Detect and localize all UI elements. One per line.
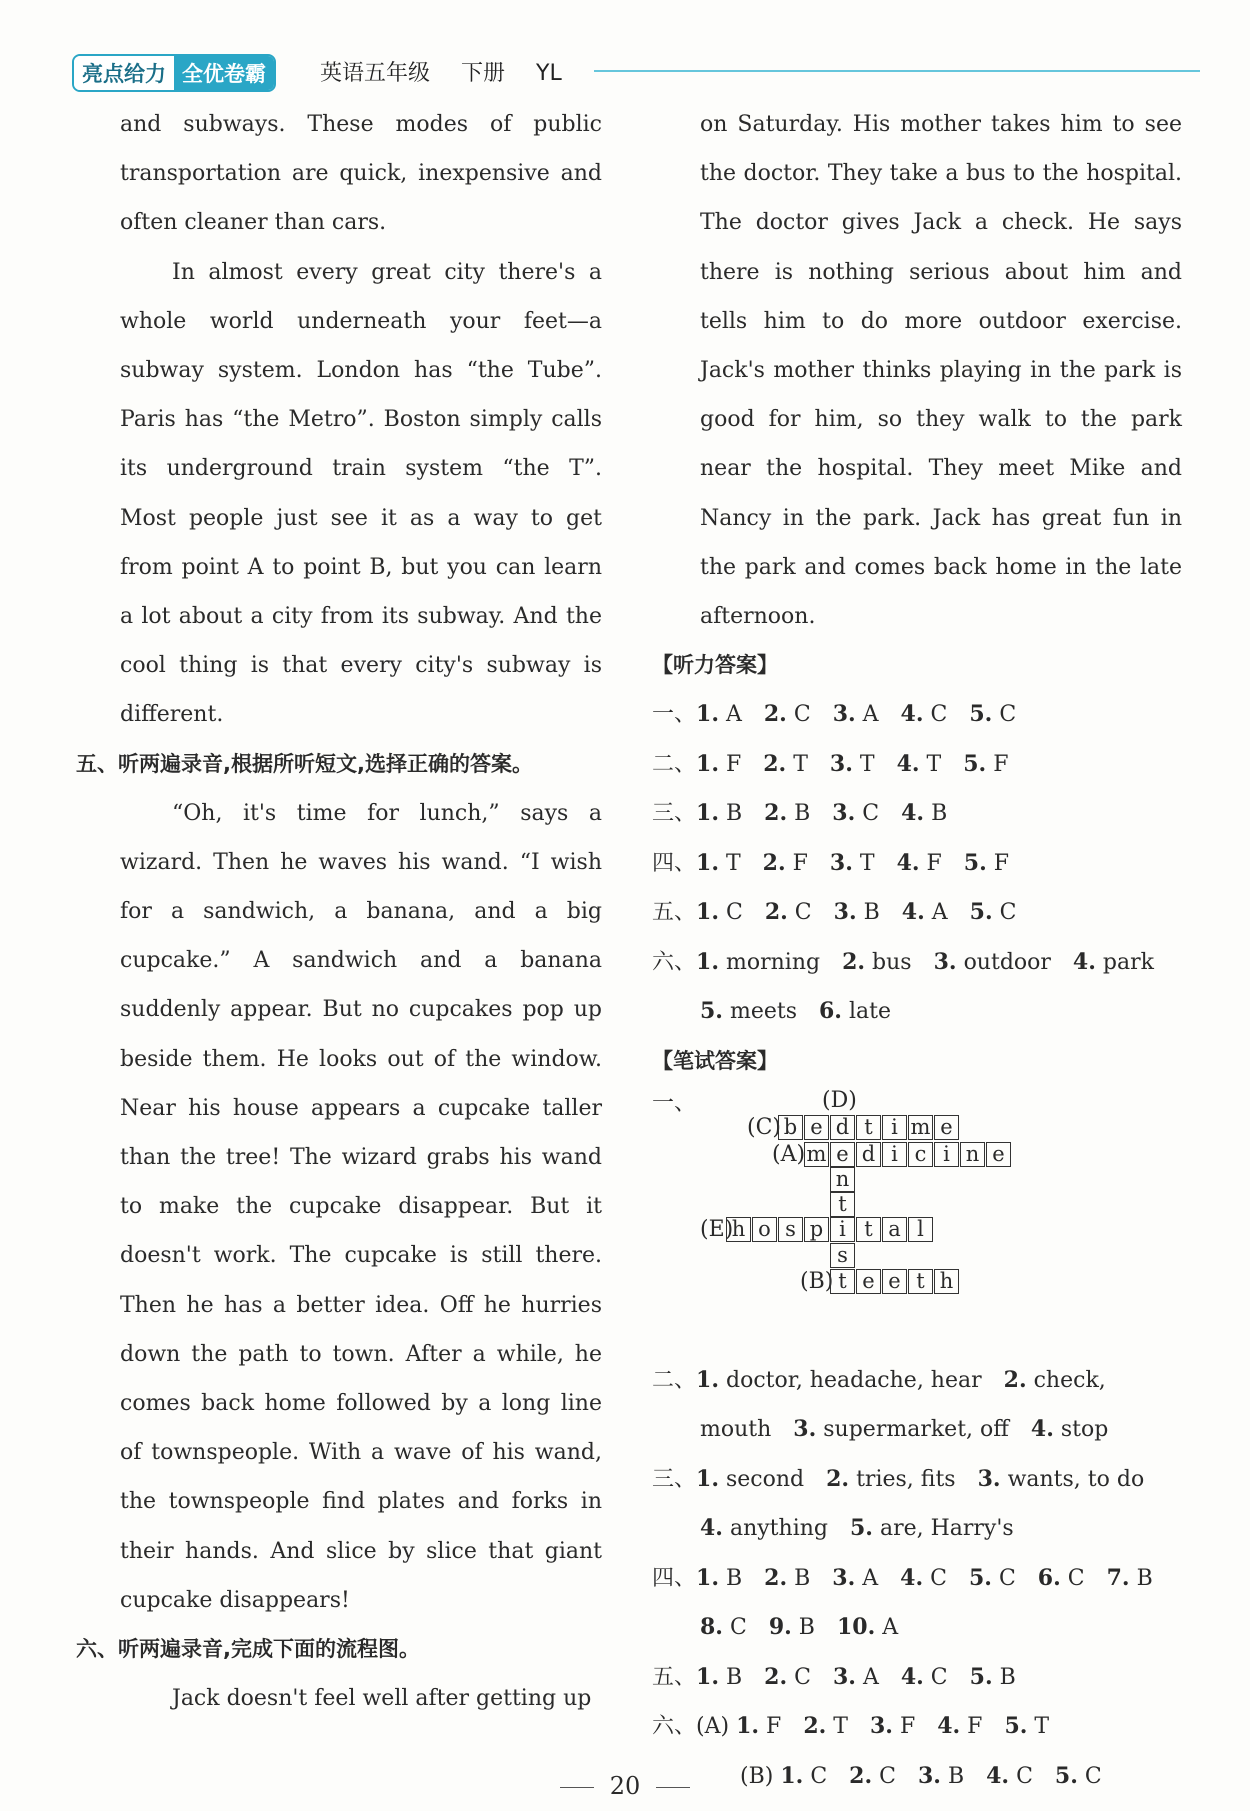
row-label: 二、 xyxy=(652,751,697,777)
answer-value: meets xyxy=(729,999,797,1025)
row-label: 二、 xyxy=(652,1367,697,1393)
answer-number: 1. xyxy=(696,1663,719,1690)
answer-number: 5. xyxy=(849,1515,873,1542)
answer-number: 5. xyxy=(700,998,723,1025)
answer-value: F xyxy=(967,1714,983,1740)
crossword-cell-e: l xyxy=(908,1217,933,1242)
answer-value: F xyxy=(725,751,742,777)
answer-item xyxy=(970,1665,1016,1690)
answer-number: 6. xyxy=(819,998,842,1025)
answer-number: 5. xyxy=(1004,1713,1028,1740)
answer-item xyxy=(1073,950,1154,975)
answer-number: 4. xyxy=(986,1762,1010,1789)
answer-item xyxy=(842,950,912,975)
answer-value: C xyxy=(793,702,811,728)
answer-value: A xyxy=(862,1565,879,1591)
answer-value: B xyxy=(863,900,880,926)
answer-item xyxy=(833,702,879,727)
answer-value: are, Harry's xyxy=(879,1516,1014,1542)
answer-item xyxy=(826,1467,955,1492)
crossword-cell-c: e xyxy=(804,1115,829,1140)
answer-item xyxy=(803,1714,848,1739)
header-title xyxy=(320,56,586,87)
answer-item xyxy=(832,1566,878,1591)
crossword-cell-e: p xyxy=(804,1217,829,1242)
answer-value: C xyxy=(998,1565,1016,1591)
answer-number: 2. xyxy=(764,800,788,827)
answer-number: 2. xyxy=(1003,1366,1027,1393)
answer-item xyxy=(1004,1368,1106,1393)
listening-answer-row-6 xyxy=(652,938,1182,988)
answer-number: 3. xyxy=(869,1713,893,1740)
answer-value: T xyxy=(859,751,875,777)
answer-item xyxy=(700,1615,747,1640)
answer-number: 4. xyxy=(900,1564,924,1591)
crossword-cell-a: i xyxy=(934,1142,959,1167)
part-a-label: (A) xyxy=(696,1714,730,1740)
part-b-label: (B) xyxy=(740,1763,774,1789)
answer-value: C xyxy=(725,900,743,926)
answer-number: 2. xyxy=(842,948,866,975)
answer-item xyxy=(765,900,812,925)
answer-value: doctor, headache, hear xyxy=(725,1367,982,1393)
answer-item xyxy=(764,801,810,826)
answer-item xyxy=(700,999,797,1024)
answer-item xyxy=(897,851,942,876)
crossword-cell-c: d xyxy=(830,1115,855,1140)
answer-value: C xyxy=(1016,1763,1033,1789)
answer-number: 5. xyxy=(968,1564,992,1591)
answer-item xyxy=(769,1615,815,1640)
header-rule xyxy=(594,70,1200,72)
listening-answer-row xyxy=(652,888,1182,938)
listening-answer-row xyxy=(652,740,1182,790)
crossword-cell-d: t xyxy=(830,1192,855,1217)
answer-item xyxy=(764,702,811,727)
answer-number: 3. xyxy=(833,899,857,926)
answer-item xyxy=(696,1566,742,1591)
crossword-cell-a: d xyxy=(856,1142,881,1167)
answer-item xyxy=(764,1566,810,1591)
crossword-cell-a: c xyxy=(908,1142,933,1167)
answer-value: B xyxy=(947,1763,965,1789)
answer-item xyxy=(963,752,1008,777)
written-answer-row-3-cont xyxy=(700,1504,1182,1554)
answer-item xyxy=(834,900,880,925)
written-answer-row-4 xyxy=(652,1554,1182,1604)
row-label: 三、 xyxy=(652,1466,697,1492)
page-dash-right xyxy=(656,1787,690,1788)
answer-value: B xyxy=(931,801,948,827)
crossword-cell-c: b xyxy=(778,1115,803,1140)
crossword-cell-b: e xyxy=(882,1269,907,1294)
answer-number: 1. xyxy=(736,1713,760,1740)
answer-item xyxy=(934,950,1051,975)
answer-number: 4. xyxy=(700,1515,723,1542)
written-answer-row-2-cont xyxy=(700,1405,1182,1455)
answer-number: 1. xyxy=(696,899,719,926)
crossword-cell-a: e xyxy=(830,1142,855,1167)
answer-item xyxy=(897,752,942,777)
crossword-clue-a: (A) xyxy=(772,1141,806,1167)
answer-number: 10. xyxy=(836,1614,876,1641)
written-answer-row-3 xyxy=(652,1455,1182,1505)
answer-number: 4. xyxy=(1030,1416,1054,1443)
crossword-cell-c: e xyxy=(934,1115,959,1140)
answer-value: F xyxy=(993,850,1010,876)
answer-number: 3. xyxy=(977,1465,1001,1492)
answer-value: T xyxy=(926,751,942,777)
answer-number: 6. xyxy=(1037,1564,1061,1591)
answer-item xyxy=(833,1665,879,1690)
answer-number: 3. xyxy=(933,948,957,975)
left-column xyxy=(76,100,602,1723)
crossword-cell-b: e xyxy=(856,1269,881,1294)
answer-value: outdoor xyxy=(963,949,1051,975)
answer-item xyxy=(696,702,742,727)
answer-number: 1. xyxy=(696,1366,719,1393)
listening-answers-title: 【听力答案】 xyxy=(652,653,778,678)
answer-value: T xyxy=(725,850,741,876)
answer-number: 2. xyxy=(803,1713,827,1740)
answer-number: 1. xyxy=(696,800,719,827)
answer-number: 2. xyxy=(764,1564,788,1591)
answer-item xyxy=(937,1714,982,1739)
answer-number: 2. xyxy=(763,701,787,728)
answer-number: 1. xyxy=(696,1564,719,1591)
answer-item xyxy=(969,1566,1016,1591)
written-answer-row-4-cont xyxy=(700,1603,1182,1653)
answer-value: F xyxy=(926,850,942,876)
brand-logo xyxy=(72,54,276,92)
written-answer-row-6a xyxy=(652,1702,1182,1752)
answer-value: T xyxy=(833,1714,848,1740)
listening-answer-row xyxy=(652,789,1182,839)
answer-number: 1. xyxy=(696,1465,719,1492)
row-label: 五、 xyxy=(652,1664,697,1690)
page-number xyxy=(0,1772,1250,1800)
page-header xyxy=(72,50,1200,92)
answer-number: 1. xyxy=(780,1762,804,1789)
answer-value: F xyxy=(899,1714,916,1740)
answer-value: A xyxy=(862,702,879,728)
answer-item xyxy=(763,752,808,777)
answer-value: stop xyxy=(1060,1417,1109,1443)
answer-number: 2. xyxy=(764,1663,788,1690)
answer-item xyxy=(901,801,947,826)
answer-number: 5. xyxy=(963,849,987,876)
answer-value: mouth xyxy=(700,1417,772,1443)
answer-value: A xyxy=(725,702,742,728)
answer-value: check, xyxy=(1033,1367,1106,1393)
page-dash-left xyxy=(560,1787,594,1788)
answer-value: B xyxy=(794,1565,811,1591)
answer-value: C xyxy=(930,1565,947,1591)
answer-item xyxy=(696,1467,804,1492)
section-6-heading: 六、听两遍录音,完成下面的流程图。 xyxy=(76,1637,420,1662)
answer-number: 3. xyxy=(832,1663,856,1690)
answer-item xyxy=(1107,1566,1153,1591)
answer-value: C xyxy=(879,1763,896,1789)
answer-value: F xyxy=(993,751,1009,777)
answer-number: 4. xyxy=(896,750,920,777)
answer-item xyxy=(978,1467,1145,1492)
page-number-text: 20 xyxy=(609,1772,641,1800)
answer-number: 2. xyxy=(762,849,786,876)
answer-item xyxy=(830,752,875,777)
answer-number: 5. xyxy=(969,899,993,926)
answer-item xyxy=(696,900,743,925)
answer-number: 4. xyxy=(937,1713,961,1740)
answer-number: 4. xyxy=(1072,948,1096,975)
answer-item xyxy=(696,752,741,777)
answer-number: 8. xyxy=(700,1614,723,1641)
answer-item xyxy=(902,900,948,925)
answer-item xyxy=(763,851,808,876)
answer-value: T xyxy=(1034,1714,1050,1740)
answer-number: 3. xyxy=(829,849,853,876)
answer-value: B xyxy=(794,801,811,827)
crossword-cell-e: s xyxy=(778,1217,803,1242)
answer-item xyxy=(901,1665,948,1690)
crossword-cell-e: t xyxy=(856,1217,881,1242)
row-label: 四、 xyxy=(652,850,697,876)
answer-number: 4. xyxy=(896,849,920,876)
answer-number: 2. xyxy=(826,1465,850,1492)
paragraph-1: and subways. These modes of public transportation are quick, inexpensive and often cleaner than cars. xyxy=(120,112,602,236)
crossword-cell-d: s xyxy=(830,1243,855,1268)
answer-value: A xyxy=(882,1615,899,1641)
answer-item xyxy=(901,702,948,727)
crossword-cell-b: t xyxy=(908,1269,933,1294)
answer-item xyxy=(850,1516,1014,1541)
answer-number: 2. xyxy=(849,1762,873,1789)
row-label: 四、 xyxy=(652,1565,697,1591)
row-label: 五、 xyxy=(652,900,697,926)
answer-number: 5. xyxy=(1054,1762,1078,1789)
answer-item xyxy=(696,1368,982,1393)
answer-number: 2. xyxy=(763,750,787,777)
answer-value: A xyxy=(931,900,948,926)
answer-number: 1. xyxy=(696,849,719,876)
section-5-heading: 五、听两遍录音,根据所听短文,选择正确的答案。 xyxy=(76,751,533,776)
answer-number: 1. xyxy=(696,701,719,728)
listening-answer-row-6-cont xyxy=(700,987,1182,1037)
answer-number: 7. xyxy=(1106,1564,1130,1591)
answer-item xyxy=(696,801,742,826)
crossword-clue-d: (D) xyxy=(822,1087,857,1113)
answer-number: 5. xyxy=(969,701,993,728)
paragraph-3: “Oh, it's time for lunch,” says a wizard. Then he waves his wand. “I wish for a sandwich, a banana, and a big cupcake.” A sandwich and a banana suddenly appear. But no cupcakes pop up beside them. He looks out of the window. Near his house appears a cupcake taller than the tree! The wizard grabs his wand to make the cupcake disappear. But it doesn't work. The cupcake is still there. Then he has a better idea. Off he hurries down the path to town. After a while, he comes back home followed by a long line of townspeople. With a wave of his wand, the townspeople find plates and forks in their hands. And slice by slice that giant cupcake disappears! xyxy=(120,800,602,1613)
right-column xyxy=(652,100,1182,1801)
row-label: 一、 xyxy=(652,702,697,728)
answer-value: B xyxy=(798,1615,815,1641)
answer-value: A xyxy=(862,1664,879,1690)
answer-item xyxy=(1004,1714,1049,1739)
answer-value: T xyxy=(859,850,875,876)
crossword-cell-b: h xyxy=(934,1269,959,1294)
answer-value: F xyxy=(792,850,808,876)
paragraph-5: on Saturday. His mother takes him to see the doctor. They take a bus to the hospital. The doctor gives Jack a check. He says there is nothing serious about him and tells him to do more outdoor exercise. Jack's mother thinks playing in the park is good for him, so they walk to the park near the hospital. They meet Mike and Nancy in the park. Jack has great fun in the park and comes back home in the late afternoon. xyxy=(700,112,1182,630)
answer-value: C xyxy=(794,900,812,926)
answer-number: 4. xyxy=(901,800,925,827)
answer-item xyxy=(969,702,1016,727)
crossword-cell-c: t xyxy=(856,1115,881,1140)
answer-value: B xyxy=(725,801,743,827)
row-label: 六、 xyxy=(652,949,697,975)
answer-value: C xyxy=(794,1664,811,1690)
header-edition: YL xyxy=(536,61,562,86)
crossword-clue-c: (C) xyxy=(747,1114,781,1140)
header-volume: 下册 xyxy=(461,61,506,86)
crossword-cell-c: m xyxy=(908,1115,933,1140)
listening-answers xyxy=(652,690,1182,938)
answer-number: 3. xyxy=(832,800,856,827)
answer-item xyxy=(700,1516,828,1541)
answer-value: T xyxy=(793,751,808,777)
header-subject: 英语五年级 xyxy=(320,61,431,86)
answer-value: park xyxy=(1102,949,1154,975)
answer-number: 3. xyxy=(793,1416,817,1443)
answer-number: 3. xyxy=(832,1564,856,1591)
answer-value: B xyxy=(1136,1565,1153,1591)
crossword-cell-e: i xyxy=(830,1217,855,1242)
answer-value: C xyxy=(810,1763,828,1789)
answer-item xyxy=(830,851,875,876)
answer-item xyxy=(696,851,741,876)
answer-item xyxy=(1031,1417,1108,1442)
answer-value: C xyxy=(930,702,948,728)
answer-value: bus xyxy=(872,949,912,975)
crossword-cell-d: n xyxy=(830,1167,855,1192)
answer-number: 1. xyxy=(696,750,719,777)
crossword-cell-b: t xyxy=(830,1269,855,1294)
answer-item xyxy=(696,950,820,975)
crossword-cell-e: a xyxy=(882,1217,907,1242)
answer-value: C xyxy=(999,900,1017,926)
answer-item xyxy=(900,1566,947,1591)
answer-value: tries, fits xyxy=(856,1466,956,1492)
answer-number: 3. xyxy=(917,1762,941,1789)
written-answers-title: 【笔试答案】 xyxy=(652,1048,778,1073)
crossword-cell-a: m xyxy=(804,1142,829,1167)
listening-answer-row xyxy=(652,690,1182,740)
answer-item xyxy=(696,1665,742,1690)
answer-value: second xyxy=(725,1466,805,1492)
answer-value: B xyxy=(725,1664,743,1690)
crossword-row-label: 一、 xyxy=(652,1090,697,1116)
answer-value: morning xyxy=(725,949,821,975)
answer-number: 1. xyxy=(696,948,719,975)
brand-part-1: 亮点给力 xyxy=(74,56,174,90)
answer-number: 4. xyxy=(900,701,924,728)
answer-item xyxy=(819,999,891,1024)
answer-value: anything xyxy=(729,1516,828,1542)
answer-item xyxy=(837,1615,898,1640)
answer-value: wants, to do xyxy=(1007,1466,1145,1492)
answer-value: late xyxy=(848,999,891,1025)
crossword-clue-e: (E) xyxy=(700,1216,734,1242)
answer-value: C xyxy=(1067,1565,1085,1591)
row-label: 三、 xyxy=(652,801,697,827)
answer-number: 4. xyxy=(900,1663,924,1690)
answer-value: C xyxy=(930,1664,948,1690)
answer-item xyxy=(793,1417,1009,1442)
answer-item xyxy=(970,900,1017,925)
answer-value: C xyxy=(999,702,1017,728)
brand-part-2: 全优卷霸 xyxy=(174,56,274,90)
written-answer-row-2 xyxy=(652,1356,1182,1406)
paragraph-2: In almost every great city there's a whole world underneath your feet—a subway system. London has “the Tube”. Paris has “the Metro”. Boston simply calls its underground train system “the T”. Most people just see it as a way to get from point A to point B, but you can learn a lot about a city from its subway. And the cool thing is that every city's subway is different. xyxy=(120,259,602,728)
answer-item xyxy=(700,1417,771,1442)
crossword-clue-b: (B) xyxy=(800,1268,834,1294)
answer-item xyxy=(870,1714,915,1739)
answer-number: 9. xyxy=(768,1614,792,1641)
answer-number: 5. xyxy=(969,1663,993,1690)
crossword xyxy=(652,1086,1182,1356)
answer-value: C xyxy=(729,1615,747,1641)
answer-value: B xyxy=(999,1664,1016,1690)
crossword-cell-e: o xyxy=(752,1217,777,1242)
answer-number: 4. xyxy=(901,899,925,926)
answer-value: supermarket, off xyxy=(823,1417,1009,1443)
paragraph-4: Jack doesn't feel well after getting up xyxy=(172,1686,592,1712)
crossword-cell-c: i xyxy=(882,1115,907,1140)
answer-value: F xyxy=(766,1714,782,1740)
answer-number: 2. xyxy=(764,899,788,926)
listening-answer-row xyxy=(652,839,1182,889)
answer-value: C xyxy=(1084,1763,1102,1789)
crossword-cell-a: e xyxy=(986,1142,1011,1167)
answer-item xyxy=(736,1714,781,1739)
crossword-cell-a: i xyxy=(882,1142,907,1167)
written-answer-row-5 xyxy=(652,1653,1182,1703)
answer-number: 3. xyxy=(829,750,853,777)
answer-value: B xyxy=(725,1565,743,1591)
row-label: 六、 xyxy=(652,1714,697,1740)
answer-number: 3. xyxy=(832,701,856,728)
crossword-cell-e: h xyxy=(726,1217,751,1242)
crossword-cell-a: n xyxy=(960,1142,985,1167)
answer-item xyxy=(964,851,1009,876)
answer-item xyxy=(764,1665,811,1690)
answer-number: 5. xyxy=(963,750,987,777)
answer-item xyxy=(1038,1566,1085,1591)
answer-value: C xyxy=(862,801,880,827)
answer-item xyxy=(832,801,879,826)
